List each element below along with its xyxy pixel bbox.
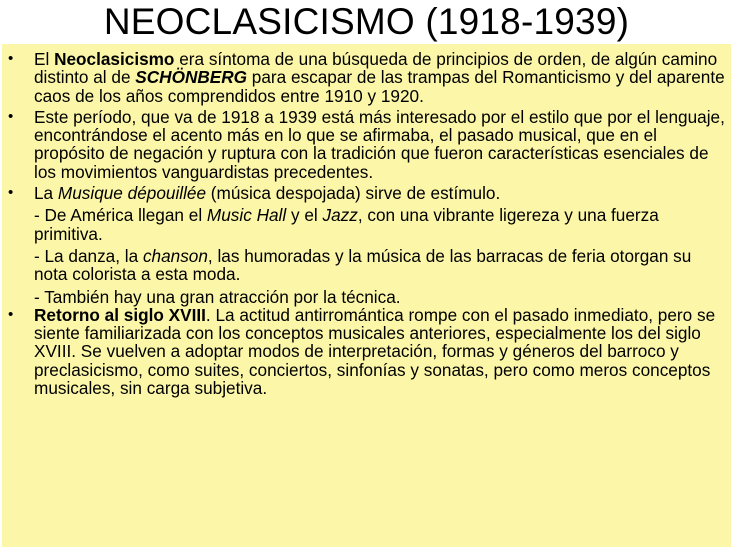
text-run: Este período, que va de 1918 a 1939 está más interesado por el estilo que por el lenguaje, encontrándose el acento más en lo que se afirmaba, el pasado musical, que en el propósito de negación y ruptura con la tradición que fueron características esenciales de los movimientos vanguardistas precedentes. [34, 106, 725, 182]
bullet-item-retorno [2, 306, 731, 397]
text-run: (música despojada) sirve de estímulo. [206, 183, 501, 204]
sub-item-danza [2, 247, 731, 284]
bullet-dot: • [8, 50, 14, 67]
text-run: La [34, 183, 58, 204]
text-run: . La actitud antirromántica rompe con el pasado inmediato, pero se siente familiarizada con los conceptos musicales anteriores, especialmente los del siglo XVIII. Se vuelven a adoptar modos de interpretación, formas y géneros del barroco y preclasicismo, como suites, conciertos, sinfonías y sonatas, pero como meros conceptos musicales, sin carga subjetiva. [34, 304, 716, 399]
term-retorno-siglo-xviii: Retorno al siglo XVIII [34, 304, 206, 325]
term-schonberg: SCHÖNBERG [135, 67, 248, 88]
term-neoclasicismo: Neoclasicismo [54, 49, 175, 69]
text-run: , con una vibrante ligereza y una fuerza primitiva. [34, 205, 659, 244]
text-run: - También hay una gran atracción por la técnica. [34, 286, 401, 307]
content-panel [2, 44, 731, 547]
text-run: - De América llegan el [34, 205, 207, 226]
bullet-dot: • [8, 107, 14, 125]
term-music-hall: Music Hall [206, 205, 287, 226]
term-jazz: Jazz [322, 205, 358, 226]
text-run: para escapar de las trampas del Romanticismo y del aparente caos de los años comprendidos entre 1910 y 1920. [34, 67, 725, 106]
text-run: El [34, 49, 55, 69]
slide-title: NEOCLASICISMO (1918-1939) [103, 1, 630, 42]
bullet-item-musique-depouillee [2, 184, 731, 202]
bullet-item-periodo [2, 108, 731, 181]
text-run: era síntoma de una búsqueda de principios de orden, de algún camino distinto al de [34, 49, 718, 88]
sub-item-america [2, 206, 731, 243]
term-musique-depouillee: Musique dépouillée [57, 183, 207, 204]
sub-item-tecnica [2, 288, 731, 306]
bullet-dot: • [8, 184, 14, 202]
bullet-item-neoclasicismo [2, 50, 731, 105]
bullet-list [2, 50, 731, 397]
bullet-dot: • [8, 305, 14, 323]
term-chanson: chanson [142, 245, 208, 266]
text-run: , las humoradas y la música de las barracas de feria otorgan su nota colorista a esta moda. [34, 245, 692, 285]
text-run: - La danza, la [34, 245, 143, 266]
text-run: y el [286, 205, 323, 226]
